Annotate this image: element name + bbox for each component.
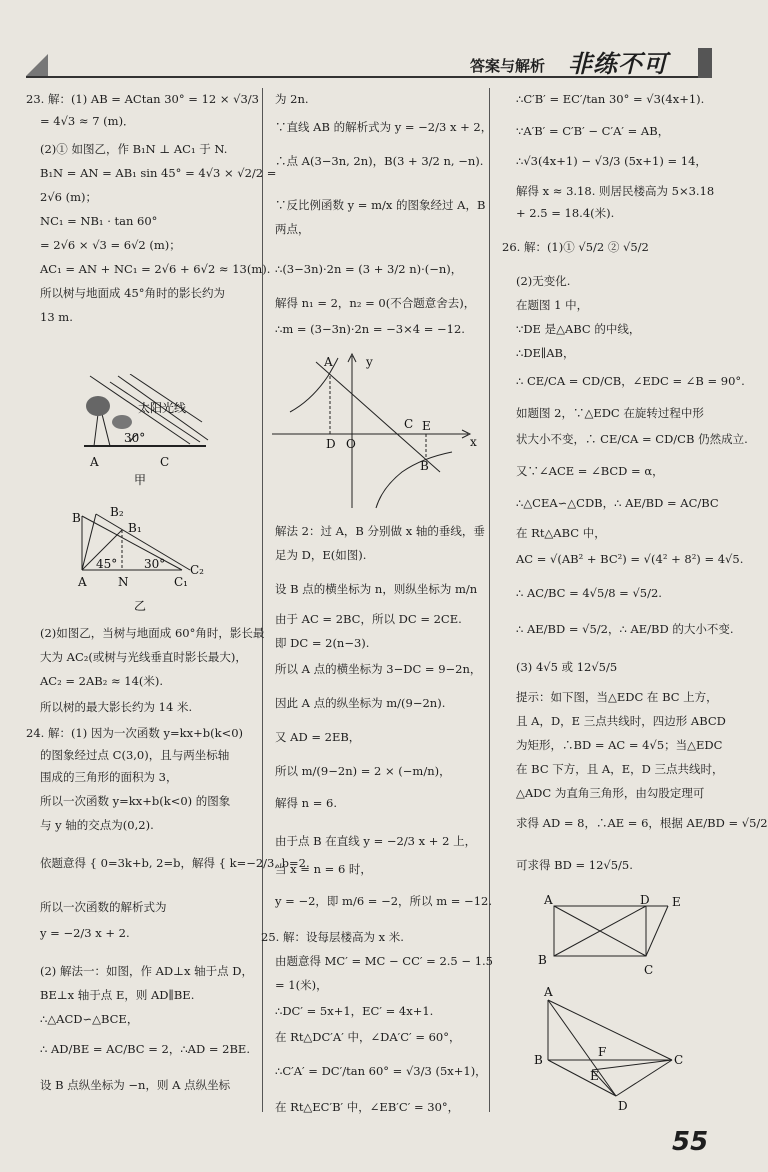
text-line: BE⊥x 轴于点 E，则 AD∥BE.: [40, 988, 195, 1002]
text-line: 解法 2：过 A，B 分别做 x 轴的垂线，垂: [275, 524, 485, 538]
text-line: 可求得 BD = 12√5/5.: [516, 858, 633, 872]
text-line: 设 B 点的横坐标为 n，则纵坐标为 m/n: [275, 582, 478, 596]
text-line: 23. 解：(1) AB = ACtan 30° = 12 × √3/3: [26, 92, 259, 106]
text-line: 所以树与地面成 45°角时的影长约为: [40, 286, 226, 300]
point-label: B₁: [128, 521, 142, 535]
text-line: 又 AD = 2EB，: [275, 730, 361, 744]
text-line: 两点，: [275, 222, 310, 236]
text-line: 所以树的最大影长约为 14 米.: [40, 700, 193, 714]
text-line: ∴DE∥AB，: [516, 346, 575, 360]
point-label: C: [644, 963, 654, 977]
text-line: 26. 解：(1)① √5/2 ② √5/2: [502, 240, 649, 254]
point-label: D: [618, 1099, 628, 1113]
point-label: B: [534, 1053, 543, 1067]
text-line: ∵A′B′ = C′B′ − C′A′ = AB，: [516, 124, 670, 138]
text-line: 又∵∠ACE = ∠BCD = α，: [516, 464, 664, 478]
point-label: D: [326, 437, 336, 451]
text-line: ∴√3(4x+1) − √3/3 (5x+1) = 14，: [516, 154, 707, 168]
text-line: 解得 n = 6.: [275, 796, 337, 810]
text-line: ∴DC′ = 5x+1，EC′ = 4x+1.: [275, 1004, 434, 1018]
text-line: 与 y 轴的交点为(0,2).: [40, 818, 154, 832]
point-label: N: [118, 575, 129, 589]
text-line: 所以一次函数 y=kx+b(k<0) 的图象: [40, 794, 231, 808]
point-label: E: [422, 419, 431, 433]
figure-caption: 乙: [134, 599, 147, 613]
axis-label: y: [366, 355, 373, 369]
point-label: B: [72, 511, 81, 525]
text-line: ∴ AD/BE = AC/BC = 2，∴AD = 2BE.: [40, 1042, 250, 1056]
page-number: 55: [672, 1127, 709, 1157]
text-line: 依题意得 { 0=3k+b, 2=b，解得 { k=−2/3, b=2.: [40, 856, 310, 870]
point-label: A: [544, 985, 553, 999]
text-line: ∴ AC/BC = 4√5/8 = √5/2.: [516, 586, 662, 600]
text-line: 所以 A 点的横坐标为 3−DC = 9−2n，: [275, 662, 482, 676]
text-line: AC₂ = 2AB₂ ≈ 14(米).: [40, 674, 164, 688]
text-line: ∴ CE/CA = CD/CB，∠EDC = ∠B = 90°.: [516, 374, 745, 388]
text-line: ∵直线 AB 的解析式为 y = −2/3 x + 2，: [275, 120, 493, 134]
text-line: (2) 解法一：如图，作 AD⊥x 轴于点 D，: [40, 964, 253, 978]
text-line: 足为 D，E(如图).: [275, 548, 367, 562]
point-label: D: [640, 893, 650, 907]
text-line: 求得 AD = 8，∴AE = 6，根据 AE/BD = √5/2: [516, 816, 768, 830]
point-label: F: [598, 1045, 607, 1059]
text-line: 的图象经过点 C(3,0)，且与两坐标轴: [40, 748, 230, 762]
text-line: ∴点 A(3−3n, 2n)，B(3 + 3/2 n, −n).: [275, 154, 484, 168]
page-header: [0, 0, 768, 82]
text-line: NC₁ = NB₁ · tan 60°: [40, 214, 158, 228]
text-line: 状大小不变，∴ CE/CA = CD/CB 仍然成立.: [516, 432, 748, 446]
text-line: = 2√6 × √3 = 6√2 (m)；: [40, 238, 181, 252]
point-label: A: [78, 575, 87, 589]
tree-icon: [86, 396, 110, 416]
figure-tree-shadow: [70, 374, 240, 488]
text-line: 且 A，D，E 三点共线时，四边形 ABCD: [516, 714, 726, 728]
text-line: △ADC 为直角三角形，由勾股定理可: [516, 786, 705, 800]
point-label: A: [544, 893, 553, 907]
text-line: 所以 m/(9−2n) = 2 × (−m/n)，: [275, 764, 451, 778]
text-line: (2)如图乙，当树与地面成 60°角时，影长最: [40, 626, 265, 640]
brand-logo: 非练不可: [568, 49, 668, 78]
text-line: 围成的三角形的面积为 3，: [40, 770, 178, 784]
text-line: (3) 4√5 或 12√5/5: [516, 660, 618, 674]
text-line: ∵DE 是△ABC 的中线，: [516, 322, 641, 336]
column-divider: [262, 88, 263, 1112]
text-line: (2)① 如图乙，作 B₁N ⊥ AC₁ 于 N.: [40, 142, 228, 156]
tree-icon: [112, 415, 132, 429]
text-line: AC = √(AB² + BC²) = √(4² + 8²) = 4√5.: [516, 552, 744, 566]
text-line: y = −2，即 m/6 = −2，所以 m = −12.: [275, 894, 492, 908]
sun-ray-label: 太阳光线: [138, 401, 187, 415]
section-title: 答案与解析: [470, 57, 546, 75]
text-line: B₁N = AN = AB₁ sin 45° = 4√3 × √2/2 =: [40, 166, 277, 180]
text-line: (2)无变化.: [516, 274, 571, 288]
text-line: ∴ AE/BD = √5/2，∴ AE/BD 的大小不变.: [516, 622, 734, 636]
text-line: 大为 AC₂(或树与光线垂直时影长最大)，: [40, 650, 247, 664]
point-label: O: [346, 437, 356, 451]
figure-triangle: [532, 982, 692, 1116]
text-line: 13 m.: [40, 310, 73, 324]
text-line: 解得 n₁ = 2，n₂ = 0(不合题意舍去)，: [275, 296, 476, 310]
text-line: + 2.5 = 18.4(米).: [516, 206, 615, 220]
text-line: 在 Rt△ABC 中，: [516, 526, 606, 540]
angle-label: 45°: [96, 557, 118, 571]
point-label: E: [672, 895, 681, 909]
text-line: 如题图 2，∵△EDC 在旋转过程中形: [516, 406, 704, 420]
point-label: B₂: [110, 505, 124, 519]
text-line: 解得 x ≈ 3.18. 则居民楼高为 5×3.18: [516, 184, 715, 198]
point-label: A: [324, 355, 333, 369]
text-line: 提示：如下图，当△EDC 在 BC 上方，: [516, 690, 718, 704]
text-line: 为矩形，∴BD = AC = 4√5；当△EDC: [516, 738, 723, 752]
text-line: 当 x = n = 6 时，: [275, 862, 372, 876]
text-line: ∴m = (3−3n)·2n = −3×4 = −12.: [275, 322, 465, 336]
angle-label: 30°: [124, 431, 146, 445]
text-line: ∴C′A′ = DC′/tan 60° = √3/3 (5x+1)，: [275, 1064, 487, 1078]
text-line: 在 Rt△EC′B′ 中，∠EB′C′ = 30°，: [275, 1100, 460, 1114]
text-line: 为 2n.: [275, 92, 309, 106]
point-label: B: [538, 953, 547, 967]
header-bar: [698, 48, 712, 78]
point-label: C: [674, 1053, 684, 1067]
point-label: C: [404, 417, 414, 431]
angle-label: 30°: [144, 557, 166, 571]
point-label: B: [420, 459, 429, 473]
point-label: C₂: [190, 563, 204, 577]
figure-caption: 甲: [134, 473, 147, 487]
text-line: 在题图 1 中，: [516, 298, 589, 312]
text-line: 设 B 点纵坐标为 −n，则 A 点纵坐标: [40, 1078, 231, 1092]
corner-triangle: [26, 54, 48, 76]
point-label: C₁: [174, 575, 188, 589]
text-line: 由于点 B 在直线 y = −2/3 x + 2 上，: [275, 834, 477, 848]
text-line: 25. 解：设每层楼高为 x 米.: [261, 930, 404, 944]
text-line: 24. 解：(1) 因为一次函数 y=kx+b(k<0): [26, 726, 244, 740]
text-line: ∴(3−3n)·2n = (3 + 3/2 n)·(−n)，: [275, 262, 463, 276]
point-label: C: [160, 455, 170, 469]
text-line: 2√6 (m)；: [40, 190, 97, 204]
text-line: y = −2/3 x + 2.: [40, 926, 130, 940]
text-line: = 1(米)，: [275, 978, 328, 992]
text-line: = 4√3 ≈ 7 (m)．: [40, 114, 135, 128]
text-line: ∵反比例函数 y = m/x 的图象经过 A，B: [275, 198, 486, 212]
axis-label: x: [470, 435, 477, 449]
text-line: 由题意得 MC′ = MC − CC′ = 2.5 − 1.5: [275, 954, 493, 968]
text-line: ∴△ACD∽△BCE，: [40, 1012, 139, 1026]
point-label: E: [590, 1069, 599, 1083]
text-line: 由于 AC = 2BC，所以 DC = 2CE.: [275, 612, 462, 626]
figure-shadow-construction: [70, 504, 220, 614]
point-label: A: [90, 455, 99, 469]
text-line: 在 Rt△DC′A′ 中，∠DA′C′ = 60°，: [275, 1030, 461, 1044]
text-line: ∴△CEA∽△CDB，∴ AE/BD = AC/BC: [516, 496, 719, 510]
figure-function-graph: [272, 348, 482, 516]
text-line: 因此 A 点的纵坐标为 m/(9−2n).: [275, 696, 446, 710]
figure-rectangle: [532, 892, 692, 978]
text-line: ∴C′B′ = EC′/tan 30° = √3(4x+1).: [516, 92, 705, 106]
text-line: AC₁ = AN + NC₁ = 2√6 + 6√2 ≈ 13(m).: [40, 262, 271, 276]
text-line: 在 BC 下方，且 A，E，D 三点共线时，: [516, 762, 724, 776]
text-line: 即 DC = 2(n−3).: [275, 636, 370, 650]
text-line: 所以一次函数的解析式为: [40, 900, 167, 914]
